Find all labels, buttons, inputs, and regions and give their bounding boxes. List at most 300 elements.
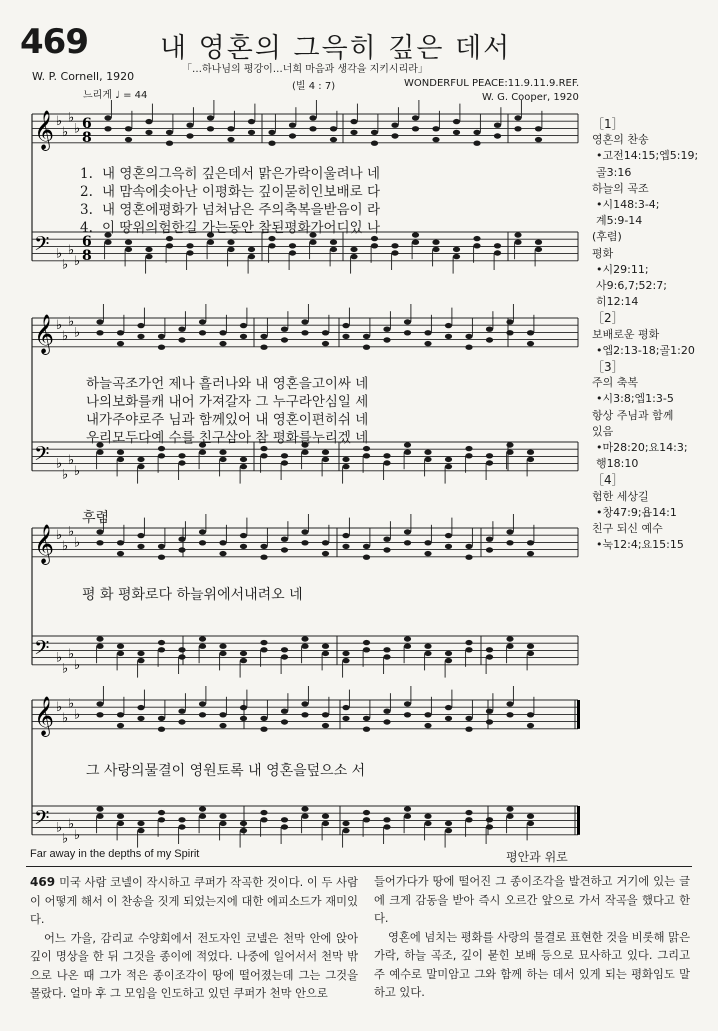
note-head bbox=[199, 529, 206, 534]
note-head bbox=[137, 828, 144, 833]
note-head bbox=[432, 126, 439, 131]
note-head bbox=[301, 330, 308, 335]
note-head bbox=[158, 345, 165, 350]
note-head bbox=[309, 126, 316, 131]
note-head bbox=[342, 716, 349, 721]
note-head bbox=[424, 821, 431, 826]
note-head bbox=[322, 651, 329, 656]
note-head bbox=[186, 133, 193, 138]
note-head bbox=[207, 240, 214, 245]
note-head bbox=[330, 137, 337, 142]
bass-clef: 𝄢 bbox=[34, 442, 50, 470]
note-head bbox=[178, 824, 185, 829]
note-head bbox=[330, 240, 337, 245]
note-head bbox=[199, 319, 206, 324]
note-head bbox=[260, 544, 267, 549]
note-head bbox=[363, 453, 370, 458]
note-head bbox=[465, 334, 472, 339]
note-head bbox=[391, 243, 398, 248]
note-head bbox=[424, 651, 431, 656]
note-head bbox=[322, 723, 329, 728]
note-head bbox=[363, 544, 370, 549]
verse-number: 4. bbox=[80, 220, 93, 236]
note-head bbox=[96, 806, 103, 811]
note-head bbox=[424, 341, 431, 346]
note-head bbox=[199, 636, 206, 641]
note-head bbox=[453, 119, 460, 124]
note-head bbox=[527, 330, 534, 335]
note-head bbox=[465, 817, 472, 822]
note-head bbox=[391, 250, 398, 255]
note-head bbox=[260, 555, 267, 560]
flat-sign: ♭ bbox=[62, 831, 69, 847]
note-head bbox=[248, 254, 255, 259]
note-head bbox=[383, 709, 390, 714]
flat-sign: ♭ bbox=[74, 325, 81, 341]
note-head bbox=[404, 330, 411, 335]
flat-sign: ♭ bbox=[74, 657, 81, 673]
note-head bbox=[383, 547, 390, 552]
note-head bbox=[527, 457, 534, 462]
chorus-line: 그 사랑의물결이 영원토록 내 영혼을덮으소 서 bbox=[86, 763, 366, 779]
sidebar-topic: 주의 축복 bbox=[592, 376, 639, 390]
note-head bbox=[117, 450, 124, 455]
note-head bbox=[473, 141, 480, 146]
note-head bbox=[412, 240, 419, 245]
note-head bbox=[363, 640, 370, 645]
flat-sign: ♭ bbox=[62, 257, 69, 273]
note-head bbox=[486, 337, 493, 342]
note-head bbox=[199, 450, 206, 455]
note-head bbox=[350, 247, 357, 252]
flat-sign: ♭ bbox=[74, 535, 81, 551]
note-head bbox=[527, 821, 534, 826]
note-head bbox=[145, 247, 152, 252]
note-head bbox=[322, 644, 329, 649]
note-head bbox=[301, 636, 308, 641]
note-head bbox=[158, 810, 165, 815]
sidebar-scripture: •창47:9;욥14:1 bbox=[596, 505, 677, 519]
lyricist: W. P. Cornell, 1920 bbox=[32, 70, 135, 83]
note-head bbox=[371, 141, 378, 146]
verse-line: 우리모두다예 수를 친구삼아 참 평화를누리겠 네 bbox=[86, 430, 369, 446]
verse-text: 내 영혼의그윽히 깊은데서 맑은가락이울려나 네 bbox=[102, 166, 380, 182]
verse-line: 나의보화를캐 내어 가져갈자 그 누구라안심일 세 bbox=[86, 394, 369, 410]
tune-name: WONDERFUL PEACE:11.9.11.9.REF. bbox=[404, 78, 580, 89]
note-head bbox=[281, 460, 288, 465]
note-head bbox=[506, 712, 513, 717]
note-head bbox=[104, 240, 111, 245]
sidebar-scripture: 사9:6,7;52:7; bbox=[596, 279, 667, 293]
note-head bbox=[158, 647, 165, 652]
note-head bbox=[281, 327, 288, 332]
note-head bbox=[494, 123, 501, 128]
note-head bbox=[158, 640, 165, 645]
sidebar-section-heading: ［2］ bbox=[592, 311, 624, 326]
note-head bbox=[486, 817, 493, 822]
note-head bbox=[117, 651, 124, 656]
note-head bbox=[445, 821, 452, 826]
note-head bbox=[465, 453, 472, 458]
note-head bbox=[322, 551, 329, 556]
note-head bbox=[453, 130, 460, 135]
note-head bbox=[178, 547, 185, 552]
sidebar-scripture: •고전14:15;엡5:19; bbox=[596, 149, 699, 163]
note-head bbox=[117, 330, 124, 335]
note-head bbox=[424, 457, 431, 462]
commentary-paragraph: 들어가다가 땅에 떨어진 그 종이조각을 발견하고 거기에 있는 글에 크게 감동을 받아 즉시 오르간 앞으로 가서 작곡을 했다고 한다. bbox=[374, 875, 690, 925]
commentary-paragraph: 어느 가을, 감리교 수양회에서 전도자인 코넬은 천막 안에 앉아 깊이 명상을 한 뒤 그것을 종이에 적었다. 나중에 일어서서 천막 밖으로 나온 때 그가 적은 종이조각이 땅에 떨어졌는데 그는 그것을 몰랐다. 얼마 후 그 모임을 인도하고 있던 쿠퍼가 천막 안으로 bbox=[30, 931, 358, 1000]
flat-sign: ♭ bbox=[68, 453, 75, 468]
flat-sign: ♭ bbox=[68, 696, 75, 712]
note-head bbox=[117, 821, 124, 826]
verse-number: 3. bbox=[80, 202, 93, 218]
note-head bbox=[137, 651, 144, 656]
note-head bbox=[445, 544, 452, 549]
note-head bbox=[350, 254, 357, 259]
note-head bbox=[506, 540, 513, 545]
final-barline bbox=[577, 806, 580, 835]
note-head bbox=[363, 446, 370, 451]
note-head bbox=[424, 723, 431, 728]
note-head bbox=[404, 712, 411, 717]
note-head bbox=[322, 814, 329, 819]
sidebar-scripture: •엡2:13-18;골1:20 bbox=[596, 343, 695, 357]
sidebar-topic: 평화 bbox=[592, 246, 614, 260]
note-head bbox=[96, 540, 103, 545]
note-head bbox=[486, 453, 493, 458]
note-head bbox=[281, 647, 288, 652]
note-head bbox=[465, 345, 472, 350]
note-head bbox=[260, 334, 267, 339]
note-head bbox=[199, 540, 206, 545]
flat-sign: ♭ bbox=[74, 463, 81, 479]
note-head bbox=[424, 450, 431, 455]
note-head bbox=[281, 654, 288, 659]
note-head bbox=[219, 723, 226, 728]
chorus-label: 후렴 bbox=[82, 510, 110, 526]
note-head bbox=[473, 243, 480, 248]
note-head bbox=[342, 323, 349, 328]
note-head bbox=[309, 240, 316, 245]
verse-line: 하늘곡조가언 제나 흘러나와 내 영혼을고이싸 네 bbox=[86, 376, 369, 392]
note-head bbox=[404, 450, 411, 455]
note-head bbox=[137, 716, 144, 721]
verse-text: 내 영혼에평화가 넘쳐남은 주의축복을받음이 라 bbox=[102, 202, 380, 218]
note-head bbox=[137, 464, 144, 469]
note-head bbox=[473, 130, 480, 135]
note-head bbox=[96, 712, 103, 717]
note-head bbox=[445, 464, 452, 469]
note-head bbox=[527, 341, 534, 346]
note-head bbox=[404, 540, 411, 545]
note-head bbox=[535, 247, 542, 252]
note-head bbox=[371, 236, 378, 241]
note-head bbox=[383, 337, 390, 342]
flat-sign: ♭ bbox=[68, 647, 75, 662]
note-head bbox=[301, 319, 308, 324]
note-head bbox=[465, 810, 472, 815]
divider bbox=[26, 866, 692, 867]
note-head bbox=[289, 123, 296, 128]
note-head bbox=[260, 716, 267, 721]
note-head bbox=[506, 701, 513, 706]
note-head bbox=[227, 240, 234, 245]
note-head bbox=[137, 821, 144, 826]
commentary-right bbox=[374, 873, 690, 1003]
note-head bbox=[445, 533, 452, 538]
note-head bbox=[391, 133, 398, 138]
tempo-text: 느리게 bbox=[83, 90, 112, 101]
note-head bbox=[342, 821, 349, 826]
note-head bbox=[514, 232, 521, 237]
note-head bbox=[289, 133, 296, 138]
note-head bbox=[350, 130, 357, 135]
note-head bbox=[178, 817, 185, 822]
treble-clef: 𝄞 bbox=[34, 524, 55, 564]
note-head bbox=[289, 250, 296, 255]
note-head bbox=[260, 345, 267, 350]
note-head bbox=[240, 334, 247, 339]
time-signature-bottom: 8 bbox=[82, 248, 92, 264]
note-head bbox=[219, 651, 226, 656]
final-barline bbox=[577, 700, 580, 729]
note-head bbox=[363, 727, 370, 732]
flat-sign: ♭ bbox=[68, 110, 75, 126]
note-head bbox=[158, 817, 165, 822]
note-head bbox=[248, 119, 255, 124]
note-head bbox=[125, 247, 132, 252]
note-head bbox=[158, 453, 165, 458]
note-head bbox=[445, 705, 452, 710]
note-head bbox=[199, 644, 206, 649]
note-head bbox=[248, 130, 255, 135]
treble-clef: 𝄞 bbox=[34, 314, 55, 354]
note-head bbox=[322, 450, 329, 455]
note-head bbox=[506, 644, 513, 649]
note-head bbox=[117, 712, 124, 717]
note-head bbox=[527, 540, 534, 545]
note-head bbox=[240, 821, 247, 826]
note-head bbox=[260, 453, 267, 458]
note-head bbox=[240, 544, 247, 549]
note-head bbox=[301, 529, 308, 534]
note-head bbox=[166, 141, 173, 146]
note-head bbox=[96, 644, 103, 649]
note-head bbox=[486, 709, 493, 714]
note-head bbox=[219, 821, 226, 826]
note-head bbox=[322, 821, 329, 826]
note-head bbox=[486, 824, 493, 829]
note-head bbox=[219, 540, 226, 545]
note-head bbox=[486, 654, 493, 659]
hymn-number: 469 bbox=[20, 22, 88, 62]
note-head bbox=[527, 651, 534, 656]
flat-sign: ♭ bbox=[62, 661, 69, 677]
commentary-number: 469 bbox=[30, 875, 56, 889]
note-head bbox=[137, 323, 144, 328]
time-signature-top: 6 bbox=[82, 116, 92, 132]
sidebar-scripture: •시3:8;엡1:3-5 bbox=[596, 392, 674, 406]
note-head bbox=[260, 640, 267, 645]
note-head bbox=[404, 636, 411, 641]
sidebar-scripture: 행18:10 bbox=[596, 457, 639, 471]
note-head bbox=[363, 716, 370, 721]
note-head bbox=[240, 658, 247, 663]
note-head bbox=[178, 460, 185, 465]
note-head bbox=[363, 334, 370, 339]
note-head bbox=[260, 727, 267, 732]
flat-sign: ♭ bbox=[56, 650, 63, 666]
note-head bbox=[260, 446, 267, 451]
flat-sign: ♭ bbox=[56, 820, 63, 836]
note-head bbox=[117, 723, 124, 728]
note-head bbox=[342, 457, 349, 462]
note-head bbox=[96, 636, 103, 641]
note-head bbox=[301, 712, 308, 717]
note-head bbox=[301, 806, 308, 811]
sidebar-topic: 친구 되신 예수 bbox=[592, 522, 663, 536]
note-head bbox=[260, 810, 267, 815]
note-head bbox=[371, 243, 378, 248]
sidebar-scripture: •눅12:4;요15:15 bbox=[596, 538, 684, 552]
note-head bbox=[199, 806, 206, 811]
note-head bbox=[383, 654, 390, 659]
note-head bbox=[363, 810, 370, 815]
note-head bbox=[527, 814, 534, 819]
note-head bbox=[137, 544, 144, 549]
flat-sign: ♭ bbox=[68, 817, 75, 832]
note-head bbox=[301, 701, 308, 706]
note-head bbox=[281, 537, 288, 542]
note-head bbox=[391, 123, 398, 128]
note-head bbox=[404, 442, 411, 447]
note-head bbox=[96, 319, 103, 324]
sidebar-topic: 있음 bbox=[592, 424, 614, 438]
note-head bbox=[527, 723, 534, 728]
note-head bbox=[240, 457, 247, 462]
flat-sign: ♭ bbox=[68, 314, 75, 330]
note-head bbox=[383, 817, 390, 822]
note-head bbox=[178, 647, 185, 652]
note-head bbox=[465, 647, 472, 652]
note-head bbox=[527, 450, 534, 455]
note-head bbox=[350, 119, 357, 124]
tempo-marking bbox=[83, 86, 147, 101]
verse-line bbox=[80, 180, 380, 200]
note-head bbox=[342, 705, 349, 710]
note-head bbox=[342, 533, 349, 538]
note-head bbox=[506, 450, 513, 455]
time-signature-bottom: 8 bbox=[82, 130, 92, 146]
note-head bbox=[424, 540, 431, 545]
flat-sign: ♭ bbox=[56, 456, 63, 472]
note-head bbox=[404, 644, 411, 649]
note-head bbox=[137, 533, 144, 538]
note-head bbox=[219, 551, 226, 556]
note-head bbox=[166, 130, 173, 135]
treble-clef: 𝄞 bbox=[34, 110, 55, 150]
note-head bbox=[432, 247, 439, 252]
bass-clef: 𝄢 bbox=[34, 806, 50, 834]
note-head bbox=[158, 555, 165, 560]
note-head bbox=[412, 126, 419, 131]
sidebar-topic: 하늘의 곡조 bbox=[592, 181, 649, 195]
note-head bbox=[240, 533, 247, 538]
note-head bbox=[404, 529, 411, 534]
note-head bbox=[322, 712, 329, 717]
note-head bbox=[514, 126, 521, 131]
note-head bbox=[301, 644, 308, 649]
note-head bbox=[383, 719, 390, 724]
note-head bbox=[178, 337, 185, 342]
note-head bbox=[486, 537, 493, 542]
note-head bbox=[268, 141, 275, 146]
note-head bbox=[145, 254, 152, 259]
sidebar-topic: 보배로운 평화 bbox=[592, 327, 660, 341]
note-head bbox=[158, 544, 165, 549]
note-head bbox=[96, 701, 103, 706]
note-head bbox=[125, 126, 132, 131]
note-head bbox=[404, 806, 411, 811]
note-head bbox=[330, 126, 337, 131]
note-head bbox=[494, 133, 501, 138]
note-head bbox=[445, 658, 452, 663]
flat-sign: ♭ bbox=[68, 524, 75, 540]
note-head bbox=[342, 658, 349, 663]
note-head bbox=[260, 647, 267, 652]
note-head bbox=[424, 330, 431, 335]
flat-sign: ♭ bbox=[56, 114, 63, 130]
note-head bbox=[363, 345, 370, 350]
chorus-line: 평 화 평화로다 하늘위에서내려오 네 bbox=[82, 587, 303, 603]
note-head bbox=[281, 709, 288, 714]
note-head bbox=[527, 712, 534, 717]
flat-sign: ♭ bbox=[56, 318, 63, 334]
note-head bbox=[117, 457, 124, 462]
note-head bbox=[342, 651, 349, 656]
note-head bbox=[383, 453, 390, 458]
note-head bbox=[432, 137, 439, 142]
note-head bbox=[219, 341, 226, 346]
sidebar-section-heading: ［4］ bbox=[592, 473, 624, 488]
note-head bbox=[506, 330, 513, 335]
note-head bbox=[301, 450, 308, 455]
note-head bbox=[219, 450, 226, 455]
note-head bbox=[227, 247, 234, 252]
note-head bbox=[322, 540, 329, 545]
note-head bbox=[281, 453, 288, 458]
hymn-title: 내 영혼의 그윽히 깊은 데서 bbox=[160, 33, 512, 64]
note-head bbox=[371, 130, 378, 135]
note-head bbox=[240, 464, 247, 469]
note-head bbox=[186, 243, 193, 248]
commentary-text: 미국 사람 코넬이 작시하고 쿠퍼가 작곡한 것이다. 이 두 사람이 어떻게 해서 이 찬송을 짓게 되었는지에 대한 에피소드가 재미있다. bbox=[30, 876, 358, 926]
note-head bbox=[178, 327, 185, 332]
note-head bbox=[309, 115, 316, 120]
note-head bbox=[465, 446, 472, 451]
verse-line bbox=[80, 198, 380, 218]
note-head bbox=[535, 240, 542, 245]
note-head bbox=[342, 828, 349, 833]
note-head bbox=[527, 551, 534, 556]
flat-sign: ♭ bbox=[74, 707, 81, 723]
note-head bbox=[137, 334, 144, 339]
note-head bbox=[219, 814, 226, 819]
verse-line bbox=[80, 216, 380, 236]
note-head bbox=[465, 555, 472, 560]
sidebar-topic: (후렴) bbox=[592, 230, 622, 244]
